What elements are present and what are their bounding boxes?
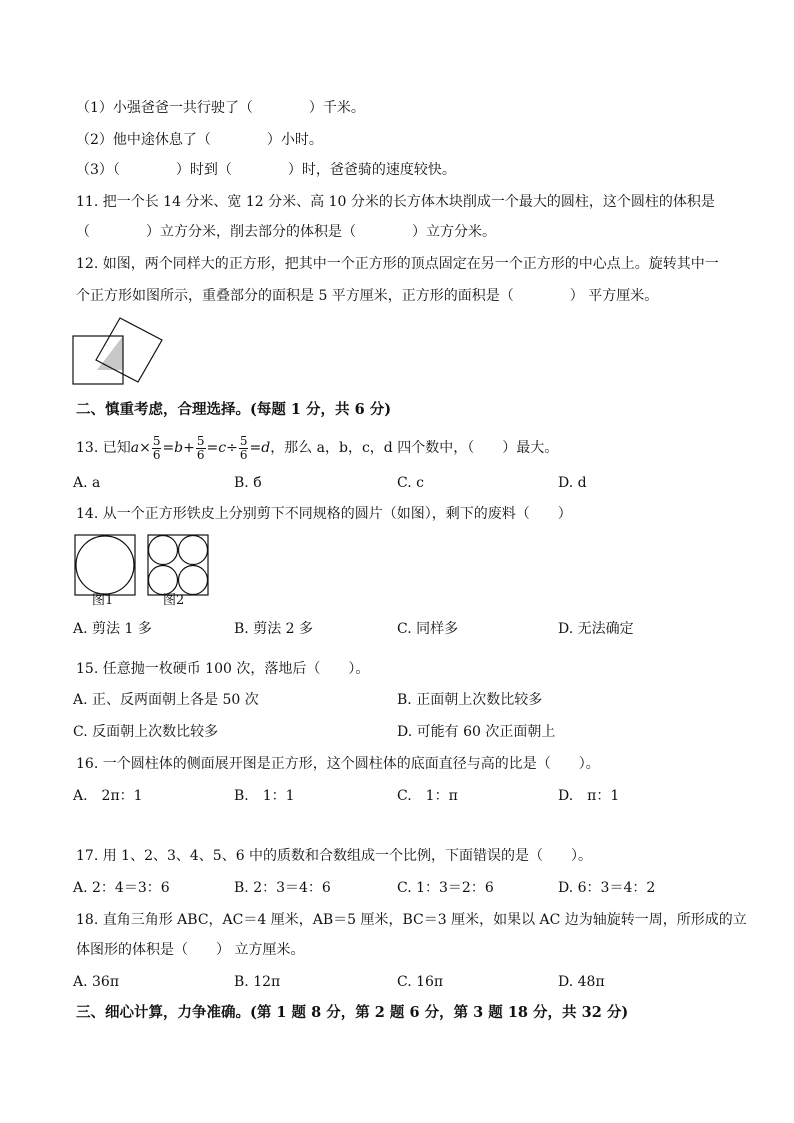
q16-text: 16. 一个圆柱体的侧面展开图是正方形，这个圆柱体的底面直径与高的比是（ ）。 <box>76 756 600 772</box>
q13-eq-c: =c÷ <box>206 440 238 456</box>
section3-title: 三、细心计算，力争准确。(第 1 题 8 分，第 2 题 6 分，第 3 题 18 分，共 32 分) <box>76 1004 629 1021</box>
q15-text: 15. 任意抛一枚硬币 100 次，落地后（ ）。 <box>76 661 370 677</box>
fig1-caption: 图1 <box>92 593 114 608</box>
q14-option-c: C. 同样多 <box>397 621 459 637</box>
q17-option-b: B. 2：3＝4：6 <box>234 880 331 896</box>
q14-option-b: B. 剪法 2 多 <box>234 621 313 637</box>
q13-fraction-3: $\frac{5}{6}$ <box>239 433 248 462</box>
q10-sub1: （1）小强爸爸一共行驶了（ ）千米。 <box>76 100 365 116</box>
q13-option-b: B. б <box>234 475 262 491</box>
q18-line1: 18. 直角三角形 ABC，AC＝4 厘米，AB＝5 厘米，BC＝3 厘米，如果以 AC 边为轴旋转一周，所形成的立 <box>76 912 747 928</box>
fig2-circle-3 <box>149 566 178 595</box>
q15-option-b: B. 正面朝上次数比较多 <box>397 692 543 708</box>
q13-line <box>76 434 558 462</box>
q18-option-c: C. 16π <box>397 974 444 990</box>
q13-prefix: 13. 已知 <box>76 440 131 456</box>
fig2-circle-4 <box>179 566 208 595</box>
q12-line1: 12. 如图，两个同样大的正方形，把其中一个正方形的顶点固定在另一个正方形的中心点上。旋转其中一 <box>76 256 719 272</box>
q17-option-d: D. 6：3＝4：2 <box>558 880 656 896</box>
q18-option-d: D. 48π <box>558 974 605 990</box>
overlapping-squares-figure <box>70 314 170 388</box>
q15-option-a: A. 正、反两面朝上各是 50 次 <box>73 692 259 708</box>
q17-text: 17. 用 1、2、3、4、5、6 中的质数和合数组成一个比例，下面错误的是（ ）。 <box>76 848 593 864</box>
q16-option-b: B. 1：1 <box>234 788 295 804</box>
section2-title: 二、慎重考虑，合理选择。(每题 1 分，共 6 分) <box>76 401 392 418</box>
q13-option-c: C. c <box>397 475 424 491</box>
q17-option-a: A. 2：4＝3：6 <box>73 880 170 896</box>
q14-option-a: A. 剪法 1 多 <box>73 621 152 637</box>
q16-option-a: A. 2π：1 <box>73 788 143 804</box>
q17-option-c: C. 1：3＝2：6 <box>397 880 494 896</box>
fig2-square <box>148 535 208 595</box>
fig1-circle <box>76 536 134 594</box>
q13-eq-b: =b+ <box>162 440 195 456</box>
q13-option-a: A. a <box>73 475 101 491</box>
q15-option-d: D. 可能有 60 次正面朝上 <box>397 724 556 740</box>
q13-fraction-2: $\frac{5}{6}$ <box>196 433 205 462</box>
q14-text: 14. 从一个正方形铁皮上分别剪下不同规格的圆片（如图），剩下的废料（ ） <box>76 506 572 522</box>
circle-cut-figures <box>74 534 214 598</box>
rotated-square <box>96 318 162 382</box>
q15-option-c: C. 反面朝上次数比较多 <box>73 724 219 740</box>
q14-option-d: D. 无法确定 <box>558 621 634 637</box>
q13-eq-d: =d <box>249 440 271 456</box>
q16-option-c: C. 1：π <box>397 788 458 804</box>
q18-option-a: A. 36π <box>73 974 120 990</box>
q18-line2: 体图形的体积是（ ） 立方厘米。 <box>76 942 305 958</box>
q10-sub2: （2）他中途休息了（ ）小时。 <box>76 132 323 148</box>
fig2-circle-1 <box>149 536 178 565</box>
q18-option-b: B. 12π <box>234 974 281 990</box>
q12-line2: 个正方形如图所示，重叠部分的面积是 5 平方厘米，正方形的面积是（ ） 平方厘米。 <box>76 288 659 304</box>
q13-var-a: a <box>130 440 140 456</box>
q13-suffix: ，那么 a，b，c，d 四个数中，（ ）最大。 <box>270 440 559 456</box>
q11-line2: （ ）立方分米，削去部分的体积是（ ）立方分米。 <box>76 224 496 240</box>
overlap-shade <box>97 336 123 370</box>
fig1-square <box>75 535 135 595</box>
q16-option-d: D. π：1 <box>558 788 620 804</box>
q13-times: × <box>139 440 151 456</box>
q13-fraction-1: $\frac{5}{6}$ <box>152 433 161 462</box>
q10-sub3: （3）（ ）时到（ ）时，爸爸骑的速度较快。 <box>76 162 456 178</box>
fig2-caption: 图2 <box>163 593 185 608</box>
q11-line1: 11. 把一个长 14 分米、宽 12 分米、高 10 分米的长方体木块削成一个最大的圆柱，这个圆柱的体积是 <box>76 194 715 210</box>
fig2-circle-2 <box>179 536 208 565</box>
q13-option-d: D. d <box>558 475 587 491</box>
